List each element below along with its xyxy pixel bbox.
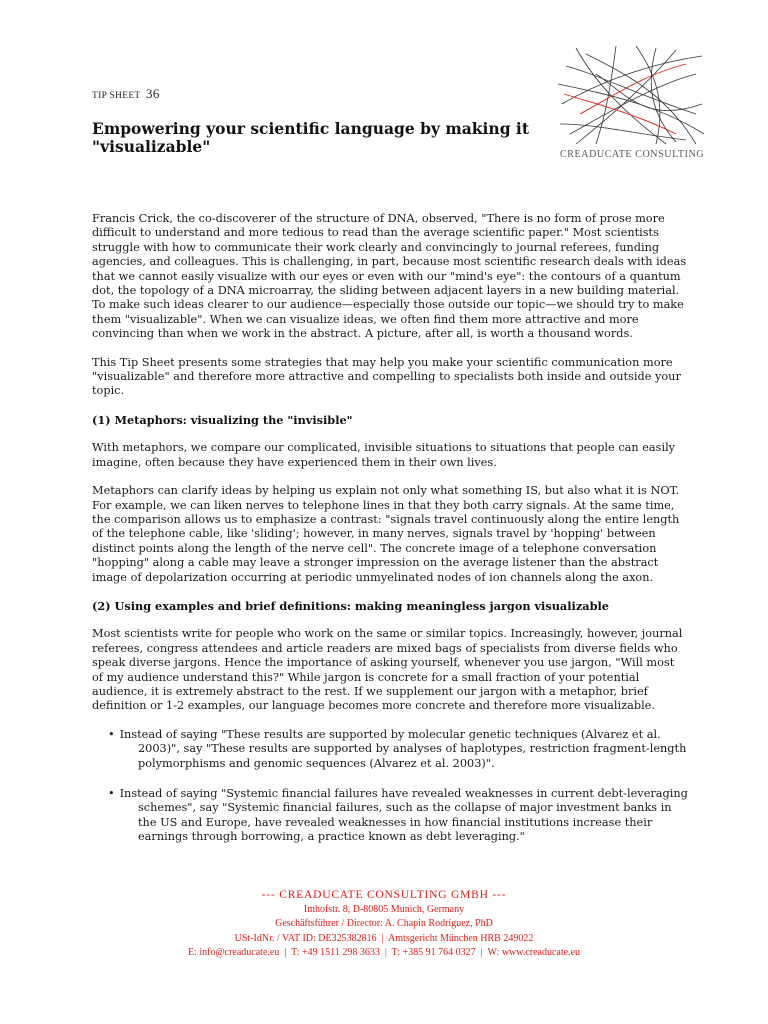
footer-address: Imhofstr. 8, D-80805 Munich, Germany [303,903,465,915]
footer-director: Geschäftsführer / Director: A. Chapin Rodríguez, PhD [275,918,493,929]
section-2-heading: (2) Using examples and brief definitions: making meaningless jargon visualizable [92,598,609,613]
tip-sheet-number: 36 [146,86,160,101]
logo-company-name: CREADUCATE CONSULTING [560,149,705,160]
tip-sheet-label [92,86,160,102]
list-item-text: Instead of saying "These results are supported by molecular genetic techniques (Alvarez et al. 2003)", say "These results are supported by analyses of haplotypes, restriction fragment-length polymorphisms and genomic sequences (Alvarez et al. 2003)". [119,727,687,770]
footer-registry: USt-IdNr. / VAT ID: DE325382816 | Amtsgericht München HRB 249022 [234,932,534,944]
section-2-paragraph-1: Most scientists write for people who work on the same or similar topics. Increasingly, however, journal referees, congress attendees and article readers are mixed bags of specialists from diverse fields who speak diverse jargons. Hence the importance of asking yourself, whenever you use jargon, "Will most of my audience understand this?" While jargon is concrete for a small fraction of your potential audience, it is extremely abstract to the rest. If we supplement our jargon with a metaphor, brief definition or 1-2 examples, our language becomes more concrete and therefore more visualizable. [92,627,683,713]
document-body [92,212,688,861]
document-title: Empowering your scientific language by making it "visualizable" [92,119,529,156]
tip-sheet-label-text: TIP SHEET [92,91,141,101]
list-item [92,787,688,845]
creaducate-logo [556,44,706,164]
bullet-icon: • [108,787,115,800]
example-list [92,728,688,845]
page-footer [0,888,768,961]
intro-paragraph-1: Francis Crick, the co-discoverer of the structure of DNA, observed, "There is no form of prose more difficult to understand and more tedious to read than the average scientific paper." Most scientists struggle with how to communicate their work clearly and convincingly to journal referees, funding agencies, and colleagues. This is challenging, in part, because most scientific research deals with ideas that we cannot easily visualize with our eyes or even with our "mind's eye": the contours of a quantum dot, the topology of a DNA microarray, the sliding between adjacent layers in a new building material. To make such ideas clearer to our audience—especially those outside our topic—we should try to make them "visualizable". When we can visualize ideas, we often find them more attractive and more convincing than when we work in the abstract. A picture, after all, is worth a thousand words. [92,212,687,341]
intro-paragraph-2: This Tip Sheet presents some strategies that may help you make your scientific communication more "visualizable" and therefore more attractive and compelling to specialists both inside and outside your topic. [92,355,681,398]
list-item-text: Instead of saying "Systemic financial failures have revealed weaknesses in current debt-leveraging schemes", say "Systemic financial failures, such as the collapse of major investment banks in the US and Europe, have revealed weaknesses in how financial institutions increase their earnings through borrowing, a practice known as debt leveraging." [119,787,688,844]
section-1-paragraph-1: With metaphors, we compare our complicated, invisible situations to situations that people can easily imagine, often because they have experienced them in their own lives. [92,441,676,469]
footer-company: --- CREADUCATE CONSULTING GMBH --- [261,889,507,901]
section-1-paragraph-2: Metaphors can clarify ideas by helping us explain not only what something IS, but also what it is NOT. For example, we can liken nerves to telephone lines in that they both carry signals. At the same time, the comparison allows us to emphasize a contrast: "signals travel continuously along the entire length of the telephone cable, like 'sliding'; however, in many nerves, signals travel by 'hopping' between distinct points along the length of the nerve cell". The concrete image of a telephone conversation "hopping" along a cable may leave a stronger impression on the average listener than the abstract image of depolarization occurring at periodic unmyelinated nodes of ion channels along the axon. [92,484,680,584]
logo-line-art [556,44,706,148]
footer-contact[interactable]: E: info@creaducate.eu | T: +49 1511 298 3633 | T: +385 91 764 0327 | W: www.creaducate.eu [187,947,581,958]
section-1-heading: (1) Metaphors: visualizing the "invisible" [92,412,353,427]
bullet-icon: • [108,727,115,741]
list-item [92,728,688,771]
